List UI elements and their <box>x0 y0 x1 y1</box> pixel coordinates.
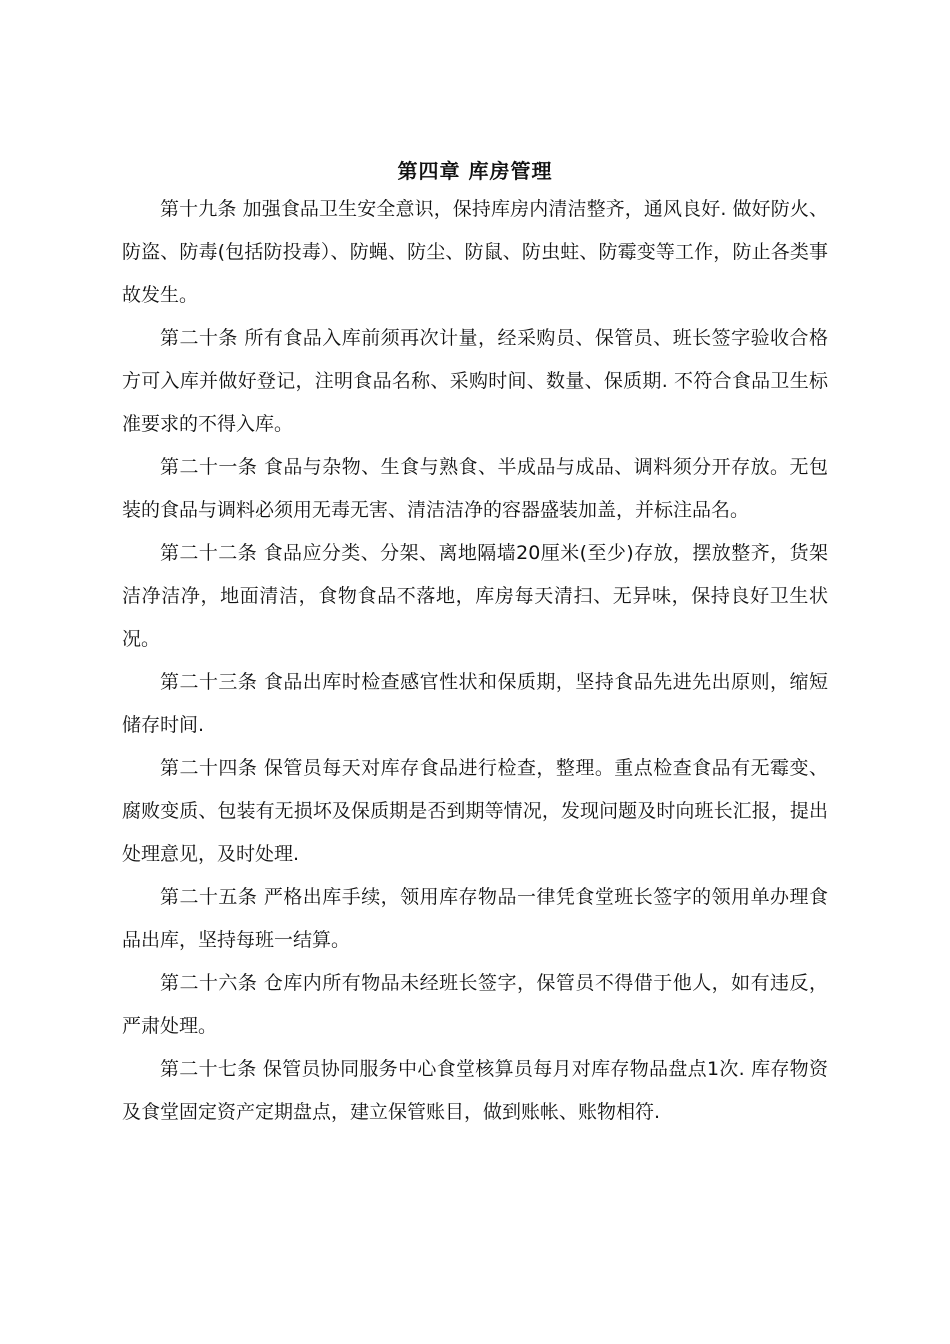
article-25: 第二十五条 严格出库手续，领用库存物品一律凭食堂班长签字的领用单办理食品出库，坚持每班一结算。 <box>122 886 828 951</box>
article-27: 第二十七条 保管员协同服务中心食堂核算员每月对库存物品盘点1次. 库存物资及食堂固定资产定期盘点，建立保管账目，做到账帐、账物相符. <box>122 1058 828 1123</box>
article-24: 第二十四条 保管员每天对库存食品进行检查，整理。重点检查食品有无霉变、腐败变质、包装有无损坏及保质期是否到期等情况，发现问题及时向班长汇报，提出处理意见，及时处理. <box>122 757 828 865</box>
article-23: 第二十三条 食品出库时检查感官性状和保质期，坚持食品先进先出原则，缩短储存时间. <box>122 671 828 736</box>
article-21: 第二十一条 食品与杂物、生食与熟食、半成品与成品、调料须分开存放。无包装的食品与调料必须用无毒无害、清洁洁净的容器盛装加盖，并标注品名。 <box>122 456 828 521</box>
document-page <box>122 156 828 1134</box>
article-26: 第二十六条 仓库内所有物品未经班长签字，保管员不得借于他人，如有违反，严肃处理。 <box>122 972 828 1037</box>
article-22: 第二十二条 食品应分类、分架、离地隔墙20厘米(至少)存放，摆放整齐，货架洁净洁净，地面清洁，食物食品不落地，库房每天清扫、无异味，保持良好卫生状况。 <box>122 542 828 650</box>
chapter-title: 第四章 库房管理 <box>397 159 553 183</box>
article-20: 第二十条 所有食品入库前须再次计量，经采购员、保管员、班长签字验收合格方可入库并做好登记，注明食品名称、采购时间、数量、保质期. 不符合食品卫生标准要求的不得入库。 <box>122 327 828 435</box>
article-19: 第十九条 加强食品卫生安全意识，保持库房内清洁整齐，通风良好. 做好防火、防盗、防毒(包括防投毒）、防蝇、防尘、防鼠、防虫蛀、防霉变等工作，防止各类事故发生。 <box>122 198 828 306</box>
